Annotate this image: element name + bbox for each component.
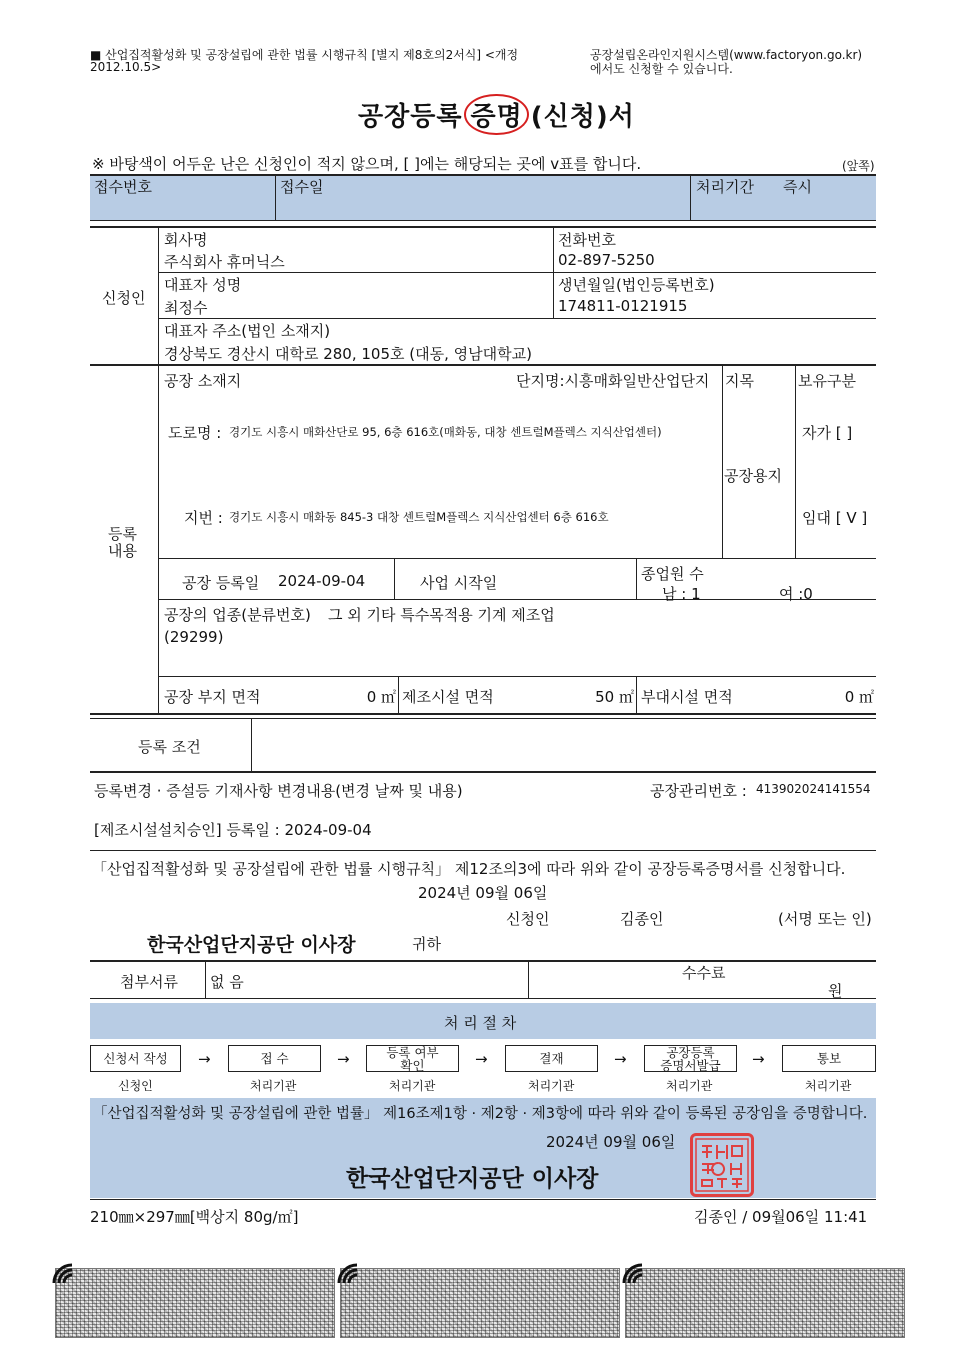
- title-suffix: (신청)서: [530, 102, 635, 132]
- title-circled: 증명: [464, 94, 528, 135]
- processing-period-value: 즉시: [783, 178, 812, 196]
- business-start-label: 사업 시작일: [420, 574, 498, 592]
- step-actor: 처리기관: [805, 1079, 852, 1093]
- page-title: [358, 94, 635, 135]
- complex-name: 단지명:시흥매화일반산업단지: [516, 372, 710, 390]
- declaration-date: 2024년 09월 06일: [418, 884, 548, 902]
- company-value: 주식회사 휴머닉스: [164, 253, 285, 271]
- phone-label: 전화번호: [558, 231, 616, 249]
- attachments-value: 없 음: [210, 973, 244, 991]
- issuer-name: 한국산업단지공단 이사장: [346, 1166, 599, 1192]
- representative-label: 대표자 성명: [164, 276, 242, 294]
- ownership-label: 보유구분: [798, 372, 856, 390]
- procedure-title: 처 리 절 차: [444, 1014, 517, 1032]
- official-seal: [690, 1133, 754, 1197]
- barcode-marker-icon: [52, 1263, 74, 1285]
- applicant-sign-label: 신청인: [506, 910, 550, 928]
- step-notify: 통보: [782, 1045, 876, 1072]
- representative-value: 최정수: [164, 299, 208, 317]
- road-address-label: 도로명 :: [168, 424, 222, 442]
- legal-basis-date: 2012.10.5>: [90, 60, 162, 74]
- step-application: 신청서 작성: [90, 1045, 181, 1072]
- arrow-icon: →: [752, 1050, 765, 1068]
- document-barcode: [340, 1268, 620, 1338]
- mfg-area-value: 50 ㎡: [595, 688, 634, 706]
- ownership-own-option[interactable]: 자가 [ ]: [802, 424, 853, 442]
- jimok-value: 공장용지: [724, 467, 782, 485]
- legal-basis: ■ 산업집적활성화 및 공장설립에 관한 법률 시행규칙 [별지 제8호의2서식] <개정: [90, 48, 519, 62]
- registration-section-label: 등록: [108, 525, 137, 543]
- step-actor: 처리기관: [528, 1079, 575, 1093]
- lot-address-label: 지번 :: [184, 509, 223, 527]
- phone-value: 02-897-5250: [558, 251, 655, 269]
- ownership-lease-option[interactable]: 임대 [ V ]: [802, 509, 868, 527]
- site-area-value: 0 ㎡: [366, 688, 396, 706]
- online-notice-2: 에서도 신청할 수 있습니다.: [590, 62, 733, 76]
- seal-icon: [693, 1136, 751, 1194]
- step-approval: 결재: [505, 1045, 598, 1072]
- applicant-sign-name: 김종인: [620, 910, 664, 928]
- employees-female: 여 :0: [779, 585, 813, 603]
- certification-text: 「산업집적활성화 및 공장설립에 관한 법률」 제16조제1항 · 제2항 · 제3항에 따라 위와 같이 등록된 공장임을 증명합니다.: [93, 1106, 868, 1122]
- fee-unit: 원: [828, 982, 843, 1000]
- lot-address-value: 경기도 시흥시 매화동 845-3 대창 센트럴M플렉스 지식산업센터 6층 616호: [229, 510, 609, 524]
- mfg-area-label: 제조시설 면적: [402, 688, 494, 706]
- sign-note: (서명 또는 인): [778, 910, 872, 928]
- change-entry: [제조시설설치승인] 등록일 : 2024-09-04: [94, 821, 372, 839]
- document-barcode: [625, 1268, 905, 1338]
- fee-label: 수수료: [682, 964, 726, 982]
- registration-section-label-2: 내용: [108, 542, 137, 560]
- notice-text: ※ 바탕색이 어두운 난은 신청인이 적지 않으며, [ ]에는 해당되는 곳에 v표를 합니다.: [92, 155, 642, 173]
- paper-spec: 210㎜×297㎜[백상지 80g/㎡]: [90, 1208, 299, 1226]
- aux-area-value: 0 ㎡: [844, 688, 874, 706]
- conditions-label: 등록 조건: [138, 738, 201, 756]
- attachments-label: 첨부서류: [120, 973, 178, 991]
- receipt-number-label: 접수번호: [94, 178, 152, 196]
- company-label: 회사명: [164, 231, 208, 249]
- industry-code: (29299): [164, 628, 224, 646]
- processing-period-label: 처리기간: [696, 178, 754, 196]
- road-address-value: 경기도 시흥시 매화산단로 95, 6층 616호(매화동, 대창 센트럴M플렉스 지식산업센터): [229, 425, 662, 439]
- issue-stamp: 김종인 / 09월06일 11:41: [694, 1208, 868, 1226]
- employees-male: 남 : 1: [662, 585, 701, 603]
- title-prefix: 공장등록: [358, 102, 463, 132]
- barcode-marker-icon: [337, 1263, 359, 1285]
- document-barcode: [55, 1268, 335, 1338]
- aux-area-label: 부대시설 면적: [641, 688, 733, 706]
- applicant-section-label: 신청인: [102, 289, 146, 307]
- birth-value: 174811-0121915: [558, 297, 688, 315]
- declaration-text: 「산업집적활성화 및 공장설립에 관한 법률 시행규칙」 제12조의3에 따라 위와 같이 공장등록증명서를 신청합니다.: [92, 860, 846, 878]
- arrow-icon: →: [337, 1050, 350, 1068]
- step-actor: 처리기관: [250, 1079, 297, 1093]
- address-value: 경상북도 경산시 대학로 280, 105호 (대동, 영남대학교): [164, 345, 532, 363]
- birth-label: 생년월일(법인등록번호): [558, 276, 715, 294]
- jimok-label: 지목: [725, 372, 754, 390]
- honorific: 귀하: [412, 935, 441, 953]
- addressee: 한국산업단지공단 이사장: [147, 934, 356, 956]
- employees-label: 종업원 수: [641, 565, 704, 583]
- step-actor: 신청인: [118, 1079, 153, 1093]
- receipt-row: [90, 175, 876, 221]
- management-number-label: 공장관리번호 :: [650, 782, 747, 800]
- certification-date: 2024년 09월 06일: [546, 1133, 676, 1151]
- step-receipt: 접 수: [228, 1045, 321, 1072]
- arrow-icon: →: [198, 1050, 211, 1068]
- registration-date-value: 2024-09-04: [278, 572, 366, 590]
- step-actor: 처리기관: [389, 1079, 436, 1093]
- management-number: 413902024141554: [756, 782, 871, 796]
- address-label: 대표자 주소(법인 소재지): [164, 322, 331, 340]
- page-side: (앞쪽): [842, 159, 875, 173]
- site-area-label: 공장 부지 면적: [164, 688, 261, 706]
- factory-location-label: 공장 소재지: [164, 372, 242, 390]
- step-issue: 공장등록 증명서발급: [644, 1045, 737, 1072]
- arrow-icon: →: [614, 1050, 627, 1068]
- step-actor: 처리기관: [666, 1079, 713, 1093]
- registration-date-label: 공장 등록일: [182, 574, 260, 592]
- changes-label: 등록변경 · 증설등 기재사항 변경내용(변경 날짜 및 내용): [94, 782, 463, 800]
- industry-value: 그 외 기타 특수목적용 기계 제조업: [328, 606, 555, 624]
- arrow-icon: →: [475, 1050, 488, 1068]
- industry-label: 공장의 업종(분류번호): [164, 606, 311, 624]
- receipt-date-label: 접수일: [280, 178, 324, 196]
- online-notice: 공장설립온라인지원시스템(www.factoryon.go.kr): [590, 48, 863, 62]
- step-verify: 등록 여부 확인: [366, 1045, 459, 1072]
- barcode-marker-icon: [622, 1263, 644, 1285]
